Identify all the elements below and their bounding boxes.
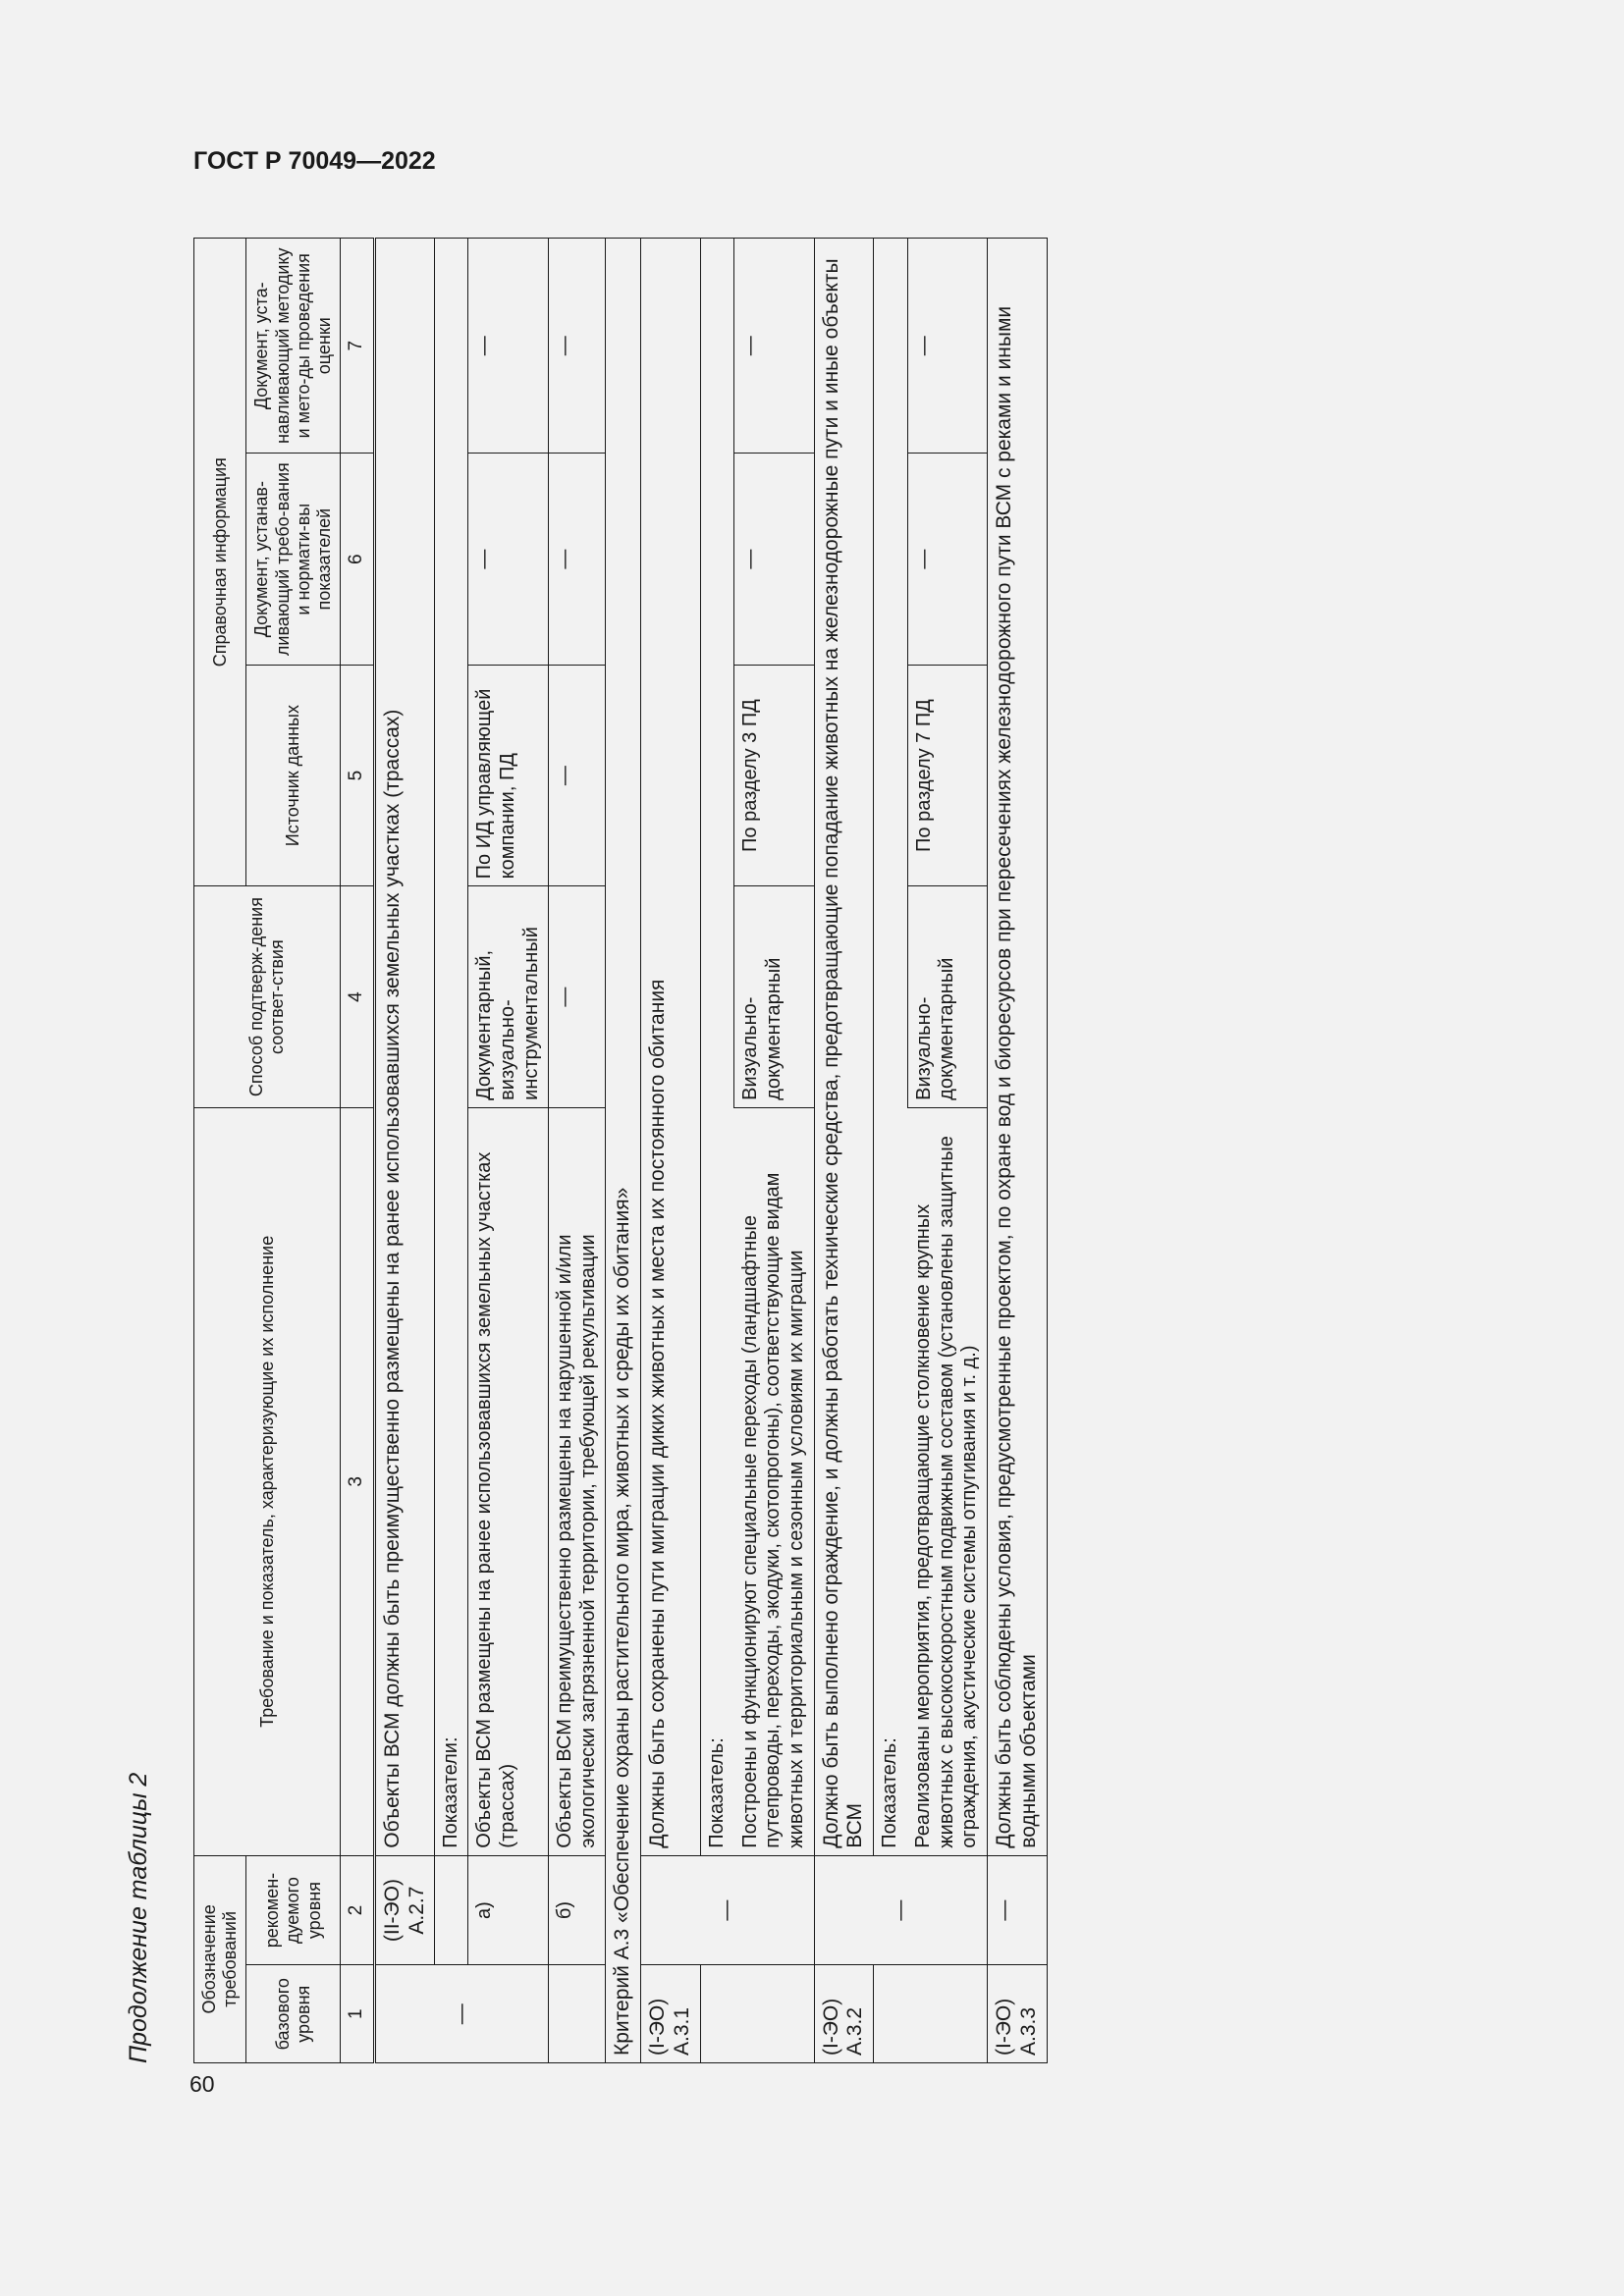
indicators-label: Показатели: (435, 239, 468, 1856)
method-document-header: Документ, уста-навливающий методику и мето-ды проведения оценки (246, 239, 341, 454)
column-number: 2 (341, 1855, 374, 1965)
requirement-text: Должно быть выполнено ограждение, и должны работать технические средства, предотвращающие попадание животных на железнодорожные пути и иные объекты ВСМ (814, 239, 874, 1856)
norms-document-header: Документ, устанав-ливающий требо-вания и нормати-вы показателей (246, 454, 341, 665)
indicator-text: Реализованы мероприятия, предотвращающие столкновение крупных животных с высокоскоростным подвижным составом (установлены защитные ограждения, акустические системы отпугивания и т. д.) (907, 1107, 987, 1855)
requirement-text: Должны быть сохранены пути миграции диких животных и места их постоянного обитания (641, 239, 701, 1856)
indicator-text: Объекты ВСМ преимущественно размещены на нарушенной и/или экологически загрязненной территории, требующей рекультивации (549, 1107, 606, 1855)
table-row (549, 239, 606, 2063)
cell-recommended-level: (II-ЭО) А.2.7 (374, 1855, 435, 1965)
requirement-text: Объекты ВСМ должны быть преимущественно размещены на ранее использовавшихся земельных участках (трассах) (374, 239, 435, 1856)
rotated-table-block (125, 198, 1624, 2063)
cell-empty (549, 1965, 606, 2063)
table-row (435, 239, 468, 2063)
table-row (700, 239, 734, 2063)
base-level-header: базового уровня (246, 1965, 341, 2063)
criterion-title: Критерий А.3 «Обеспечение охраны растительного мира, животных и среды их обитания» (606, 239, 641, 2063)
cell-method-doc: — (549, 239, 606, 454)
cell-method-doc: — (907, 239, 987, 454)
cell-recommended-level: — (641, 1855, 814, 1965)
designation-group-header: Обозначение требований (194, 1855, 246, 2062)
cell-source: По разделу 3 ПД (734, 665, 814, 886)
cell-empty (874, 1965, 988, 2063)
table-row (987, 239, 1047, 2063)
method-column-header: Способ подтверж-дения соответ-ствия (194, 886, 341, 1108)
cell-norms-doc: — (549, 454, 606, 665)
cell-norms-doc: — (468, 454, 549, 665)
recommended-level-header: рекомен-дуемого уровня (246, 1855, 341, 1965)
cell-method-doc: — (734, 239, 814, 454)
table-row (374, 239, 435, 2063)
cell-base-level: (I-ЭО) А.3.2 (814, 1965, 874, 2063)
table-row (641, 239, 701, 2063)
column-number-row (341, 239, 374, 2063)
column-number: 5 (341, 665, 374, 886)
cell-source: — (549, 665, 606, 886)
cell-norms-doc: — (734, 454, 814, 665)
cell-empty (700, 1965, 814, 2063)
column-number: 4 (341, 886, 374, 1108)
cell-method: Визуально-документарный (734, 886, 814, 1108)
standard-header: ГОСТ Р 70049—2022 (193, 147, 436, 175)
indicator-text: Построены и функционируют специальные переходы (ландшафтные путепроводы, переходы, экодуки, скотопрогоны), соответствующие видам животных и территориальным и сезонным условиям их миграции (734, 1107, 814, 1855)
table-row (907, 239, 987, 2063)
criterion-row (606, 239, 641, 2063)
requirement-column-header: Требование и показатель, характеризующие их исполнение (194, 1107, 341, 1855)
table-row (734, 239, 814, 2063)
cell-base-level: (I-ЭО) А.3.1 (641, 1965, 701, 2063)
requirements-table (193, 238, 1048, 2063)
cell-method: Документарный, визуально-инструментальный (468, 886, 549, 1108)
cell-norms-doc: — (907, 454, 987, 665)
indicator-text: Объекты ВСМ размещены на ранее использовавшихся земельных участках (трассах) (468, 1107, 549, 1855)
cell-recommended-level: — (814, 1855, 987, 1965)
data-source-header: Источник данных (246, 665, 341, 886)
table-row (468, 239, 549, 2063)
continuation-label: Продолжение таблицы 2 (125, 1772, 152, 2063)
cell-base-level: — (374, 1965, 548, 2063)
cell-base-level: (I-ЭО) А.3.3 (987, 1965, 1047, 2063)
requirement-text: Должны быть соблюдены условия, предусмотренные проектом, по охране вод и биоресурсов при пересечениях железнодорожного пути ВСМ с реками и иными водными объектами (987, 239, 1047, 1856)
cell-item-label: б) (549, 1855, 606, 1965)
column-number: 6 (341, 454, 374, 665)
cell-method: Визуально-документарный (907, 886, 987, 1108)
column-number: 7 (341, 239, 374, 454)
table-row (874, 239, 908, 2063)
page-number: 60 (189, 2071, 215, 2097)
cell-item-label: а) (468, 1855, 549, 1965)
indicator-label: Показатель: (700, 239, 734, 1856)
cell-empty (435, 1855, 468, 1965)
column-number: 3 (341, 1107, 374, 1855)
table-row (814, 239, 874, 2063)
cell-method-doc: — (468, 239, 549, 454)
cell-source: По ИД управляющей компании, ПД (468, 665, 549, 886)
cell-method: — (549, 886, 606, 1108)
table-header-row (194, 239, 246, 2063)
cell-recommended-level: — (987, 1855, 1047, 1965)
cell-source: По разделу 7 ПД (907, 665, 987, 886)
reference-group-header: Справочная информация (194, 239, 246, 886)
indicator-label: Показатель: (874, 239, 908, 1856)
column-number: 1 (341, 1965, 374, 2063)
